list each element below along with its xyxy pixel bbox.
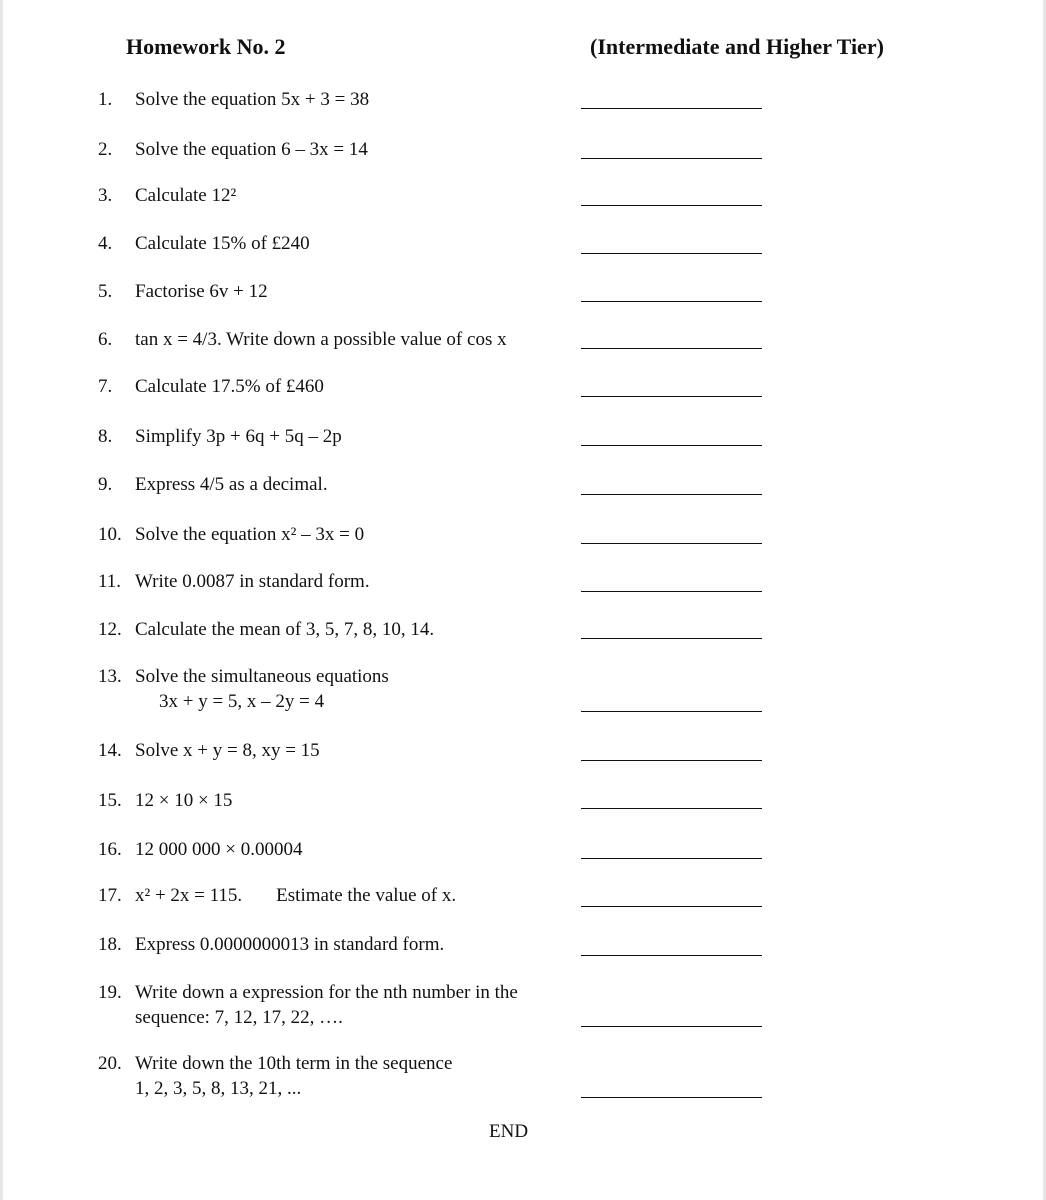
question-text: 12 000 000 × 0.00004 (135, 839, 303, 860)
question-number: 16. (98, 839, 122, 860)
question-number: 1. (98, 89, 113, 110)
question-text: Solve the equation x² – 3x = 0 (135, 524, 365, 545)
answer-line-15[interactable] (581, 808, 762, 809)
question-text: Simplify 3p + 6q + 5q – 2p (135, 426, 342, 447)
question-number: 4. (98, 233, 113, 254)
answer-line-6[interactable] (581, 348, 762, 349)
question-text: Factorise 6v + 12 (135, 281, 268, 302)
question-number: 5. (98, 281, 113, 302)
question-text: Calculate 17.5% of £460 (135, 376, 324, 397)
question-text: Solve x + y = 8, xy = 15 (135, 740, 320, 761)
answer-line-3[interactable] (581, 205, 762, 206)
question-text: Express 0.0000000013 in standard form. (135, 934, 445, 955)
answer-line-19[interactable] (581, 1026, 762, 1027)
question-text: Estimate the value of x. (276, 885, 457, 906)
answer-line-9[interactable] (581, 494, 762, 495)
answer-line-1[interactable] (581, 108, 762, 109)
question-number: 10. (98, 524, 122, 545)
question-number: 7. (98, 376, 113, 397)
answer-line-17[interactable] (581, 906, 762, 907)
question-number: 12. (98, 619, 122, 640)
question-number: 11. (98, 571, 122, 592)
question-number: 6. (98, 329, 113, 350)
question-text: Express 4/5 as a decimal. (135, 474, 328, 495)
answer-line-10[interactable] (581, 543, 762, 544)
question-number: 2. (98, 139, 113, 160)
page-edge-left (0, 0, 3, 1200)
question-sequence: 1, 2, 3, 5, 8, 13, 21, ... (135, 1078, 302, 1099)
question-text: 12 × 10 × 15 (135, 790, 233, 811)
question-text: Write 0.0087 in standard form. (135, 571, 370, 592)
question-number: 19. (98, 982, 122, 1003)
question-text: Write down a expression for the nth number in the (135, 982, 518, 1003)
answer-line-13[interactable] (581, 711, 762, 712)
question-text: Calculate 15% of £240 (135, 233, 310, 254)
question-number: 17. (98, 885, 122, 906)
question-text: Solve the simultaneous equations (135, 666, 389, 687)
answer-line-12[interactable] (581, 638, 762, 639)
question-sequence: sequence: 7, 12, 17, 22, …. (135, 1007, 343, 1028)
answer-line-2[interactable] (581, 158, 762, 159)
answer-line-7[interactable] (581, 396, 762, 397)
question-number: 3. (98, 185, 113, 206)
question-text: Calculate the mean of 3, 5, 7, 8, 10, 14. (135, 619, 435, 640)
question-number: 13. (98, 666, 122, 687)
tier-label: (Intermediate and Higher Tier) (590, 34, 884, 59)
answer-line-16[interactable] (581, 858, 762, 859)
question-text: Solve the equation 6 – 3x = 14 (135, 139, 368, 160)
answer-line-8[interactable] (581, 445, 762, 446)
answer-line-11[interactable] (581, 591, 762, 592)
answer-line-4[interactable] (581, 253, 762, 254)
question-number: 15. (98, 790, 122, 811)
question-number: 14. (98, 740, 122, 761)
question-number: 9. (98, 474, 113, 495)
question-text: Solve the equation 5x + 3 = 38 (135, 89, 370, 110)
question-number: 18. (98, 934, 122, 955)
page-title: Homework No. 2 (126, 34, 286, 59)
question-text: tan x = 4/3. Write down a possible value of cos x (135, 329, 507, 350)
end-label: END (489, 1121, 529, 1142)
answer-line-5[interactable] (581, 301, 762, 302)
answer-line-14[interactable] (581, 760, 762, 761)
answer-line-20[interactable] (581, 1097, 762, 1098)
answer-line-18[interactable] (581, 955, 762, 956)
question-text: Write down the 10th term in the sequence (135, 1053, 453, 1074)
question-equations: 3x + y = 5, x – 2y = 4 (159, 691, 325, 712)
question-text: Calculate 12² (135, 185, 237, 206)
question-number: 8. (98, 426, 113, 447)
question-number: 20. (98, 1053, 122, 1074)
question-equation: x² + 2x = 115. (135, 885, 243, 906)
